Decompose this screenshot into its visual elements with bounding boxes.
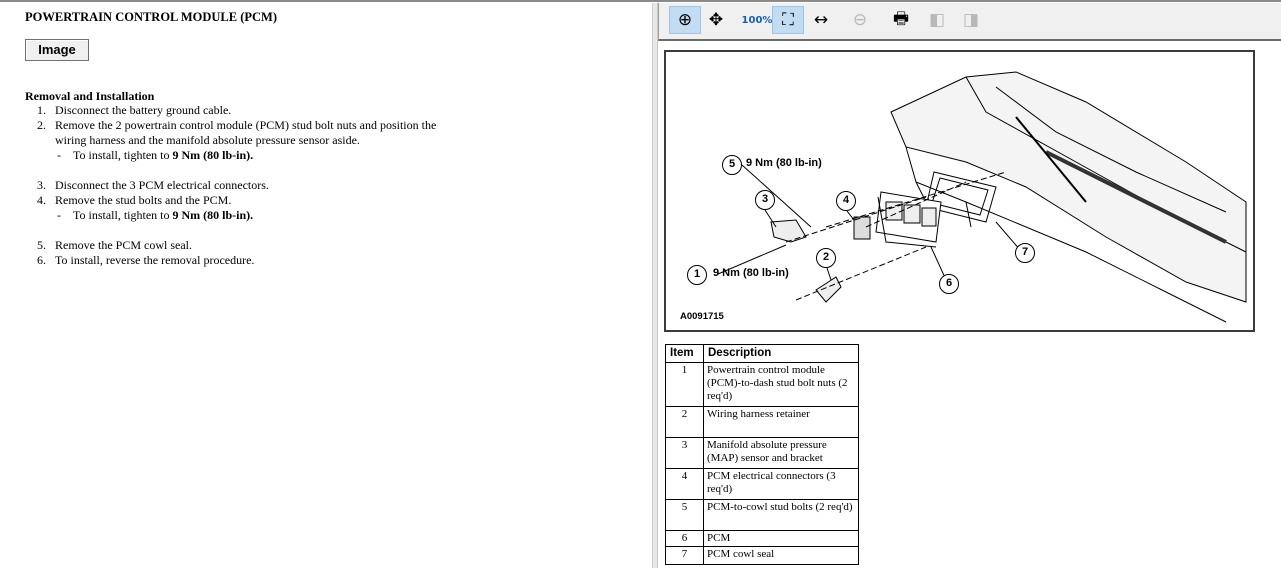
table-row (666, 438, 859, 469)
image-button[interactable]: Image (25, 39, 89, 61)
torque-label-1: 9 Nm (80 lb-in) (713, 267, 789, 279)
image-viewer-pane (658, 3, 1281, 568)
callout-6: 6 (939, 274, 959, 294)
step-number: 2. (37, 118, 46, 132)
zoom-out-icon[interactable]: ⊖ (852, 10, 868, 30)
step-text: wiring harness and the manifold absolute pressure sensor aside. (55, 133, 360, 147)
pan-icon[interactable]: ✥ (708, 10, 724, 30)
table-row (666, 469, 859, 500)
table-header (666, 345, 859, 363)
table-row (666, 363, 859, 407)
item-number: 3 (666, 438, 704, 469)
item-description: PCM (704, 531, 859, 547)
zoom-100-icon[interactable]: 100% (741, 14, 773, 26)
table-row (666, 407, 859, 438)
callout-2: 2 (816, 248, 836, 268)
table-row (666, 500, 859, 531)
zoom-in-icon[interactable]: ⊕ (669, 6, 701, 34)
step-text: Remove the stud bolts and the PCM. (55, 193, 232, 207)
item-description: PCM cowl seal (704, 547, 859, 565)
item-description: Manifold absolute pressure (MAP) sensor and bracket (704, 438, 859, 469)
callout-7: 7 (1015, 243, 1035, 263)
item-number: 5 (666, 500, 704, 531)
torque-label-5: 9 Nm (80 lb-in) (746, 157, 822, 169)
step-number: 5. (37, 238, 46, 252)
step-number: 6. (37, 253, 46, 267)
step-text: To install, reverse the removal procedure. (55, 253, 255, 267)
step-text: Remove the 2 powertrain control module (PCM) stud bolt nuts and position the (55, 118, 437, 132)
diagram-line-art (666, 52, 1253, 330)
legend-table (665, 344, 859, 565)
item-number: 4 (666, 469, 704, 500)
image-toolbar (658, 3, 1281, 41)
next-image-icon[interactable]: ◨ (962, 10, 980, 30)
previous-image-icon[interactable]: ◧ (928, 10, 946, 30)
callout-5: 5 (722, 155, 742, 175)
header-description: Description (704, 345, 859, 363)
table-row (666, 531, 859, 547)
fit-width-icon[interactable]: ↔ (813, 10, 829, 30)
table-row (666, 547, 859, 565)
sub-step-text: To install, tighten to (73, 148, 173, 162)
sub-step (73, 208, 253, 223)
page-title: POWERTRAIN CONTROL MODULE (PCM) (25, 10, 277, 24)
step-number: 3. (37, 178, 46, 192)
item-number: 7 (666, 547, 704, 565)
sub-step-end: . (250, 148, 254, 162)
step-number: 4. (37, 193, 46, 207)
fit-page-icon[interactable]: ⛶ (772, 6, 804, 34)
item-number: 2 (666, 407, 704, 438)
sub-dash: - (57, 208, 61, 222)
item-description: Powertrain control module (PCM)-to-dash stud bolt nuts (2 req'd) (704, 363, 859, 407)
sub-step-end: . (250, 208, 254, 222)
document-pane (0, 3, 652, 568)
step-text: Disconnect the battery ground cable. (55, 103, 232, 117)
sub-dash: - (57, 148, 61, 162)
callout-1: 1 (687, 265, 707, 285)
section-heading: Removal and Installation (25, 89, 155, 103)
torque-value: 9 Nm (80 lb-in) (172, 208, 251, 222)
step-number: 1. (37, 103, 46, 117)
item-description: Wiring harness retainer (704, 407, 859, 438)
torque-value: 9 Nm (80 lb-in) (172, 148, 251, 162)
item-description: PCM electrical connectors (3 req'd) (704, 469, 859, 500)
sub-step-text: To install, tighten to (73, 208, 173, 222)
item-number: 6 (666, 531, 704, 547)
callout-3: 3 (755, 190, 775, 210)
print-icon[interactable]: 🖶 (892, 8, 910, 29)
step-text: Disconnect the 3 PCM electrical connectors. (55, 178, 269, 192)
sub-step (73, 148, 253, 163)
figure-id: A0091715 (680, 311, 724, 322)
pcm-diagram (664, 50, 1255, 332)
item-number: 1 (666, 363, 704, 407)
item-description: PCM-to-cowl stud bolts (2 req'd) (704, 500, 859, 531)
header-item: Item (666, 345, 704, 363)
step-text: Remove the PCM cowl seal. (55, 238, 192, 252)
callout-4: 4 (836, 191, 856, 211)
